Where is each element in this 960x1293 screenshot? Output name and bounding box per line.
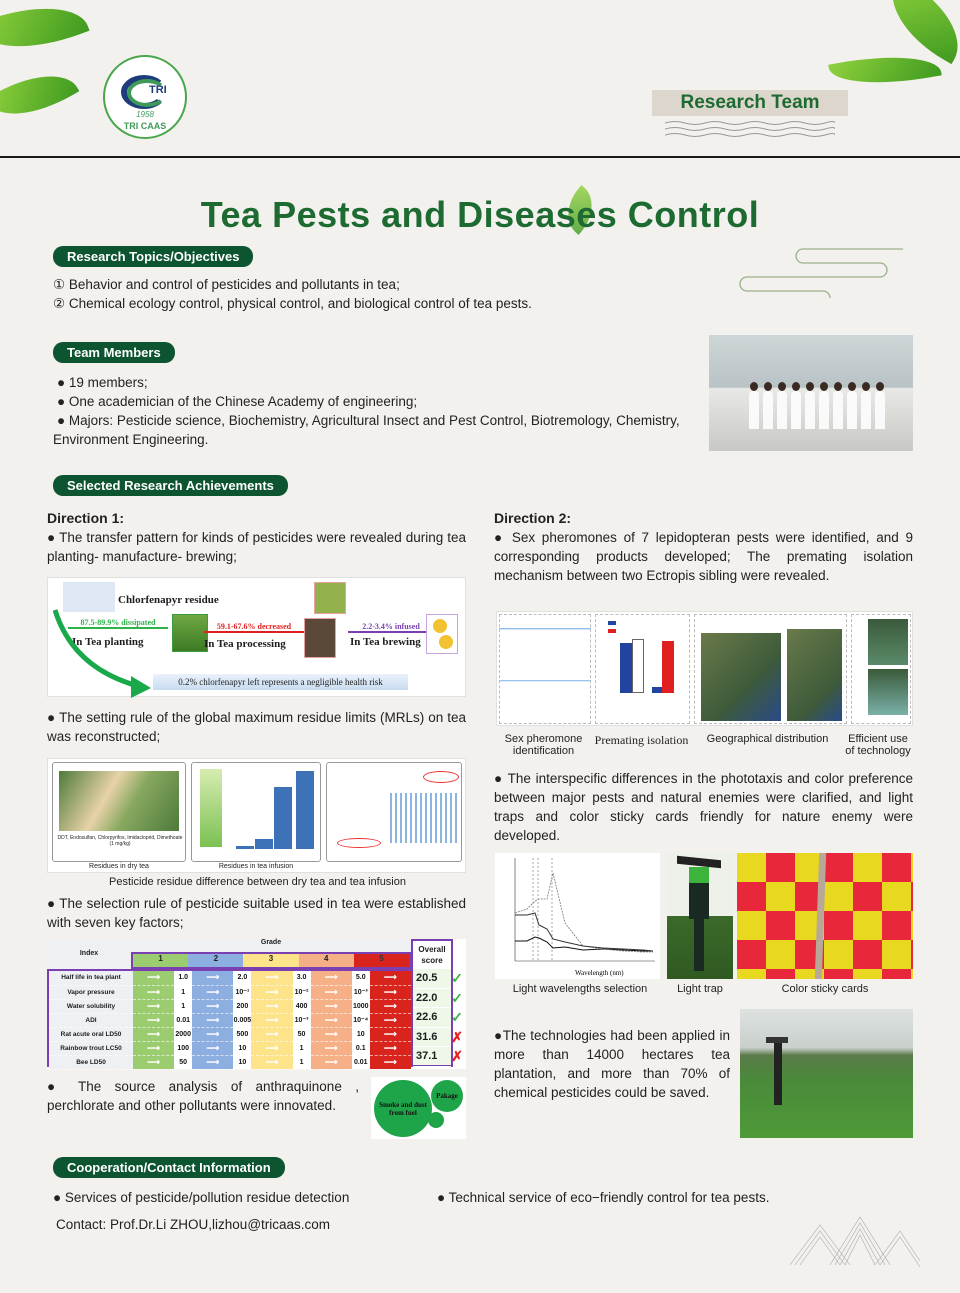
contact-line: Contact: Prof.Dr.Li ZHOU,lizhou@tricaas.com [56,1217,331,1232]
panel-c-bar-chart [326,762,462,862]
grade-arrow-icon: ⟶ [370,985,411,999]
institute-logo [103,55,187,139]
stage-label: In Tea processing [204,638,286,650]
pheromone-figure [496,611,913,726]
grade-header: Grade [131,939,411,952]
threshold-cell: 50 [174,1055,192,1069]
grade-arrow-icon: ⟶ [370,1055,411,1069]
index-cell: Rat acute oral LD50 [49,1027,133,1041]
grade-arrow-icon: ⟶ [370,1041,411,1055]
grade-arrow-icon: ⟶ [133,999,174,1013]
fig-caption: Color sticky cards [781,983,869,995]
bubble-package: Pakage [431,1080,463,1112]
grade-arrow-icon: ⟶ [133,1027,174,1041]
grade-arrow-icon: ⟶ [311,999,352,1013]
grade-arrow-icon: ⟶ [251,1027,292,1041]
grade-columns: 1 2 3 4 5 [131,952,411,969]
stage-rate: 2.2-3.4% infused [348,622,434,633]
mountain-lines-decoration-icon [790,1215,920,1270]
direction-2-bullet-3: ●The technologies had been applied in more than 14000 hectares tea plantation, and more than 70% of chemical pesticides could be saved. [494,1028,730,1100]
grade-arrow-icon: ⟶ [133,971,174,985]
member-item: ● Majors: Pesticide science, Biochemistry, Agricultural Insect and Pest Control, Biotremology, Chemistry, Environment Engineering. [53,413,680,447]
light-trap-photo [667,853,733,979]
section-heading-contact: Cooperation/Contact Information [53,1157,285,1178]
chromatogram-panel [499,614,591,724]
score-value: 31.6 [416,1030,438,1043]
grade-table-row [49,999,411,1013]
grade-table-row [49,1013,411,1027]
threshold-cell: 1 [293,1041,311,1055]
figure-title: Chlorfenapyr residue [118,594,219,606]
threshold-cell: 100 [174,1041,192,1055]
index-cell: Rainbow trout LC50 [49,1041,133,1055]
leaf-decoration-left [0,56,79,133]
threshold-cell: 200 [233,999,251,1013]
grade-arrow-icon: ⟶ [370,1027,411,1041]
grade-arrow-icon: ⟶ [133,1055,174,1069]
grade-arrow-icon: ⟶ [251,999,292,1013]
wave-lines-icon [665,120,835,140]
stage-rate: 87.5-89.9% dissipated [68,618,168,629]
grade-arrow-icon: ⟶ [192,999,233,1013]
threshold-cell: 10⁻² [293,985,311,999]
grade-arrow-icon: ⟶ [133,985,174,999]
bubble-smoke-dust: Smoke and dust from fuel [374,1080,432,1137]
overall-score-cell [413,1047,463,1067]
processed-tea-photo [304,618,336,658]
logo-acronym: TRI [149,84,167,96]
grade-arrow-icon: ⟶ [192,985,233,999]
tea-cup-photo [426,614,458,654]
fig-caption: Sex pheromone identification [504,733,583,757]
chlorfenapyr-transfer-figure [47,577,466,697]
fig-caption: Light trap [677,983,723,995]
page-title: Tea Pests and Diseases Control [200,194,760,235]
threshold-cell: 1 [174,985,192,999]
grade-table-row [49,985,411,999]
score-value: 22.6 [416,1011,438,1023]
svg-text:Wavelength (nm): Wavelength (nm) [575,969,624,977]
pollution-source-bubble-chart [371,1077,466,1139]
stage-label: In Tea brewing [350,636,421,648]
index-cell: Vapor pressure [49,985,133,999]
grade-arrow-icon: ⟶ [192,1055,233,1069]
overall-score-cell [413,1008,463,1028]
grade-arrow-icon: ⟶ [251,1041,292,1055]
stage-rate: 59.1-67.6% decreased [204,622,304,633]
leaf-decoration-top-left [0,0,90,67]
threshold-cell: 10 [233,1041,251,1055]
grade-table-body [47,969,411,1067]
direction-2-bullet-1: ● Sex pheromones of 7 lepidopteran pests were identified, and 9 corresponding products developed; The premating isolation mechanism between two Ectropis sibling were revealed. [494,530,913,583]
direction-1-label: Direction 1: [47,510,125,526]
threshold-cell: 500 [233,1027,251,1041]
index-header: Index [47,939,131,969]
fig-caption: Efficient use of technology [845,733,911,757]
grade-arrow-icon: ⟶ [192,1027,233,1041]
grade-arrow-icon: ⟶ [311,1055,352,1069]
threshold-cell: 1000 [352,999,370,1013]
fig-caption: Light wavelengths selection [512,983,648,995]
threshold-cell: 0.01 [174,1013,192,1027]
direction-2-bullet-2: ● The interspecific differences in the phototaxis and color preference between major pests and natural enemies were clarified, and light traps and color sticky cards friendly for nature enemy were developed. [494,771,913,843]
research-team-badge: Research Team [652,90,848,116]
wavelength-line-chart [495,853,660,979]
topic-item: ① Behavior and control of pesticides and pollutants in tea; [53,277,400,292]
grade-arrow-icon: ⟶ [192,1041,233,1055]
grade-table-row [49,1055,411,1069]
figure-conclusion: 0.2% chlorfenapyr left represents a negligible health risk [153,674,408,690]
bubble-other [428,1112,444,1128]
threshold-cell: 5.0 [352,971,370,985]
distribution-map-panel [694,614,847,724]
score-value: 37.1 [416,1050,438,1062]
grade-table-row [49,1041,411,1055]
squiggle-decoration-icon [735,248,905,298]
leaf-decoration-top-right [874,0,960,64]
threshold-cell: 3.0 [293,971,311,985]
residue-comparison-figure [47,758,466,888]
index-cell: Bee LD50 [49,1055,133,1069]
header-divider [0,156,960,158]
direction-1-bullet-1: ● The transfer pattern for kinds of pesticides were revealed during tea planting- manufacture- brewing; [47,530,466,564]
threshold-cell: 1 [293,1055,311,1069]
fig-caption: Premating isolation [594,733,689,747]
threshold-cell: 1.0 [174,971,192,985]
overall-score-column [411,939,463,1067]
section-heading-topics: Research Topics/Objectives [53,246,253,267]
panel-b-caption: Residues in tea infusion [218,863,294,870]
tea-plant-photo [172,614,208,652]
check-icon: ✓ [451,1009,463,1025]
grade-arrow-icon: ⟶ [133,1041,174,1055]
direction-2-label: Direction 2: [494,510,572,526]
green-tea-photo [314,582,346,614]
check-icon: ✓ [451,989,463,1006]
direction-1-bullet-2: ● The setting rule of the global maximum residue limits (MRLs) on tea was reconstructed; [47,710,466,744]
grade-arrow-icon: ⟶ [251,1013,292,1027]
grade-arrow-icon: ⟶ [311,1027,352,1041]
threshold-cell: 2000 [174,1027,192,1041]
score-value: 20.5 [416,972,438,984]
grade-arrow-icon: ⟶ [370,999,411,1013]
cross-icon: ✗ [451,1028,463,1045]
wavelength-chart-svg [495,853,660,979]
grade-arrow-icon: ⟶ [133,1013,174,1027]
threshold-cell: 1 [174,999,192,1013]
green-curve-arrow-icon [53,608,153,698]
member-item: ● 19 members; [57,375,148,390]
grade-arrow-icon: ⟶ [251,971,292,985]
index-cell: ADI [49,1013,133,1027]
threshold-cell: 10⁻⁴ [352,1013,370,1027]
topics-list [53,275,753,313]
trap-photos-panel [851,614,911,724]
overall-score-cell [413,969,463,989]
grade-arrow-icon: ⟶ [192,971,233,985]
section-heading-achievements: Selected Research Achievements [53,475,288,496]
tea-plantation-photo [740,1009,913,1138]
team-group-photo [709,335,913,451]
grade-arrow-icon: ⟶ [251,1055,292,1069]
threshold-cell: 10 [352,1027,370,1041]
grade-arrow-icon: ⟶ [370,971,411,985]
grade-arrow-icon: ⟶ [251,985,292,999]
threshold-cell: 0.005 [233,1013,251,1027]
premating-bar-chart [595,614,690,724]
threshold-cell: 10⁻¹ [233,985,251,999]
panel-b-bar-chart [191,762,321,862]
grade-table-row [49,971,411,985]
grade-arrow-icon: ⟶ [311,1041,352,1055]
grade-arrow-icon: ⟶ [370,1013,411,1027]
section-heading-members: Team Members [53,342,175,363]
direction-1-bullet-3: ● The selection rule of pesticide suitable used in tea were established with seven key factors; [47,896,466,930]
threshold-cell: 10⁻³ [352,985,370,999]
threshold-cell: 10 [233,1055,251,1069]
grade-arrow-icon: ⟶ [311,1013,352,1027]
threshold-cell: 50 [293,1027,311,1041]
member-item: ● One academician of the Chinese Academy of engineering; [57,394,418,409]
fig-caption: Geographical distribution [706,733,829,745]
grade-arrow-icon: ⟶ [311,971,352,985]
grade-arrow-icon: ⟶ [311,985,352,999]
members-list [53,373,703,449]
direction-1-bullet-4: ● The source analysis of anthraquinone , perchlorate and other pollutants were innovated. [47,1079,359,1113]
overall-score-cell [413,1028,463,1048]
pesticide-grade-table [47,939,466,1069]
score-value: 22.0 [416,991,438,1004]
score-header: Overall score [413,941,451,969]
threshold-cell: 400 [293,999,311,1013]
cross-icon: ✗ [451,1048,463,1064]
threshold-cell: 0.1 [352,1041,370,1055]
service-item: ● Technical service of eco−friendly control for tea pests. [437,1190,770,1205]
threshold-cell: 0.01 [352,1055,370,1069]
threshold-cell: 10⁻³ [293,1013,311,1027]
threshold-cell: 2.0 [233,971,251,985]
check-icon: ✓ [451,970,463,986]
color-sticky-card-photo [737,853,913,979]
leaf-decoration-right [828,46,942,95]
logo-year: 1958 [136,110,154,119]
service-item: ● Services of pesticide/pollution residue detection [53,1190,350,1205]
grade-table-row [49,1027,411,1041]
stage-label: In Tea planting [72,636,144,648]
overall-score-cell [413,989,463,1009]
residue-figure-caption: Pesticide residue difference between dry tea and tea infusion [109,876,406,888]
index-cell: Half life in tea plant [49,971,133,985]
logo-name: TRI CAAS [123,121,167,131]
panel-a: DDT, Endosulfan, Chlorpyrifos, Imidacloprid, Dimethoate (1 mg/kg) [52,762,186,862]
grade-arrow-icon: ⟶ [192,1013,233,1027]
index-cell: Water solubility [49,999,133,1013]
panel-a-caption: Residues in dry tea [89,863,149,870]
topic-item: ② Chemical ecology control, physical control, and biological control of tea pests. [53,296,532,311]
